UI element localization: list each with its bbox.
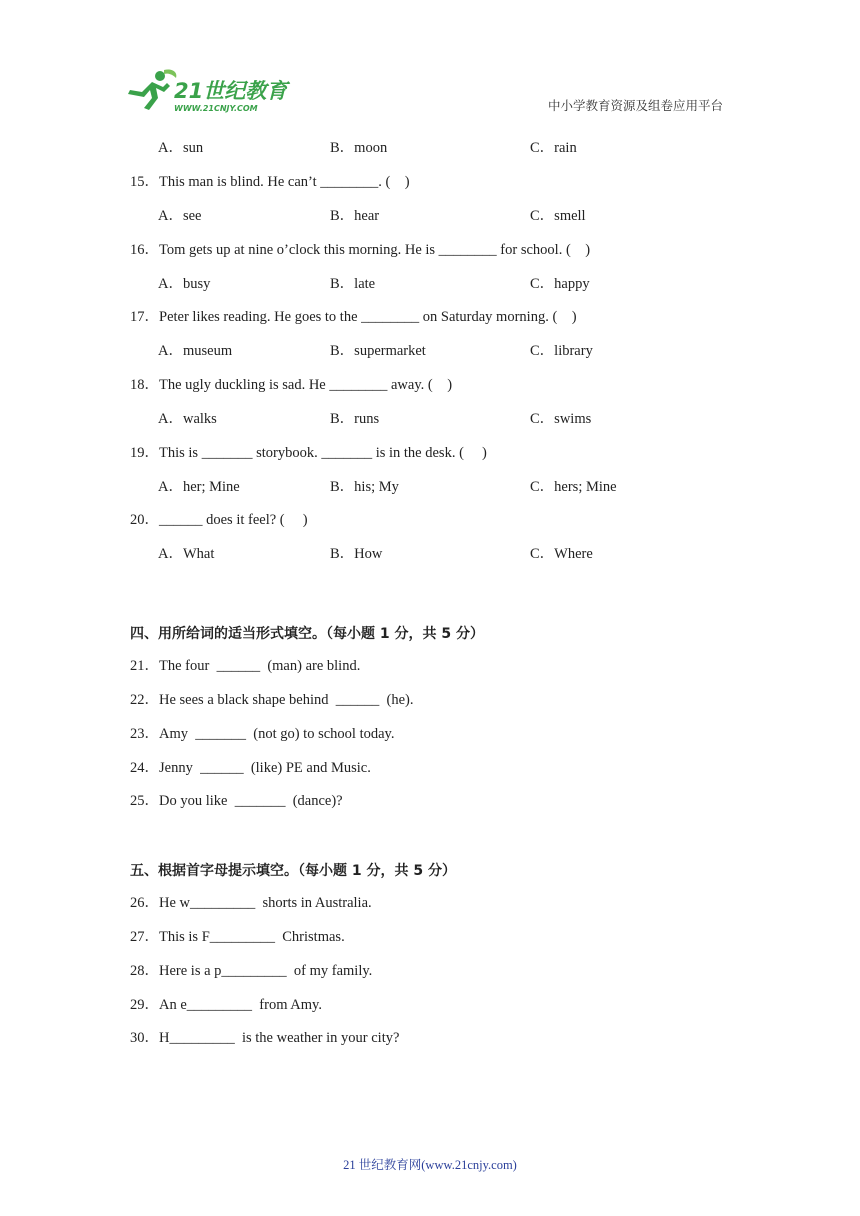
- q14-option-b: B．moon: [330, 140, 388, 156]
- question-27: 27．This is F_________ Christmas.: [130, 929, 345, 945]
- logo-url: WWW.21CNJY.COM: [174, 104, 258, 113]
- q20-option-a: A．What: [158, 546, 215, 562]
- q17-option-a: A．museum: [158, 343, 233, 359]
- question-21: 21．The four ______ (man) are blind.: [130, 658, 361, 674]
- q19-option-a: A．her; Mine: [158, 479, 240, 495]
- logo-text: 21世纪教育: [174, 79, 288, 103]
- q20-option-c: C．Where: [530, 546, 593, 562]
- q19-option-b: B．his; My: [330, 479, 399, 495]
- runner-logo-icon: [122, 68, 292, 114]
- q16-option-c: C．happy: [530, 276, 590, 292]
- question-16: 16．Tom gets up at nine o’clock this morning. He is ________ for school. ( ): [130, 242, 591, 258]
- question-24: 24．Jenny ______ (like) PE and Music.: [130, 760, 371, 776]
- question-18: 18．The ugly duckling is sad. He ________ away. ( ): [130, 377, 453, 393]
- q17-option-c: C．library: [530, 343, 593, 359]
- q16-option-a: A．busy: [158, 276, 211, 292]
- q18-option-c: C．swims: [530, 411, 592, 427]
- section-5-title: 五、根据首字母提示填空。（每小题 1 分，共 5 分）: [130, 863, 456, 879]
- q15-option-b: B．hear: [330, 208, 380, 224]
- q18-option-a: A．walks: [158, 411, 217, 427]
- section-4-title: 四、用所给词的适当形式填空。（每小题 1 分，共 5 分）: [130, 626, 484, 642]
- question-25: 25．Do you like _______ (dance)?: [130, 793, 343, 809]
- page-header: [0, 0, 860, 125]
- platform-label: 中小学教育资源及组卷应用平台: [548, 98, 724, 113]
- question-28: 28．Here is a p_________ of my family.: [130, 963, 373, 979]
- question-26: 26．He w_________ shorts in Australia.: [130, 895, 372, 911]
- q20-option-b: B．How: [330, 546, 383, 562]
- q14-option-a: A．sun: [158, 140, 204, 156]
- question-22: 22．He sees a black shape behind ______ (he).: [130, 692, 414, 708]
- q16-option-b: B．late: [330, 276, 376, 292]
- question-17: 17．Peter likes reading. He goes to the ________ on Saturday morning. ( ): [130, 309, 577, 325]
- question-19: 19．This is _______ storybook. _______ is in the desk. ( ): [130, 445, 487, 461]
- q17-option-b: B．supermarket: [330, 343, 426, 359]
- question-30: 30．H_________ is the weather in your city?: [130, 1030, 400, 1046]
- q18-option-b: B．runs: [330, 411, 380, 427]
- question-29: 29．An e_________ from Amy.: [130, 997, 322, 1013]
- question-23: 23．Amy _______ (not go) to school today.: [130, 726, 395, 742]
- question-20: 20．______ does it feel? ( ): [130, 512, 308, 528]
- q15-option-a: A．see: [158, 208, 202, 224]
- page-footer[interactable]: 21 世纪教育网(www.21cnjy.com): [343, 1158, 517, 1172]
- question-15: 15．This man is blind. He can’t ________. ( ): [130, 174, 410, 190]
- q14-option-c: C．rain: [530, 140, 577, 156]
- site-logo[interactable]: [122, 68, 292, 114]
- q15-option-c: C．smell: [530, 208, 586, 224]
- q19-option-c: C．hers; Mine: [530, 479, 617, 495]
